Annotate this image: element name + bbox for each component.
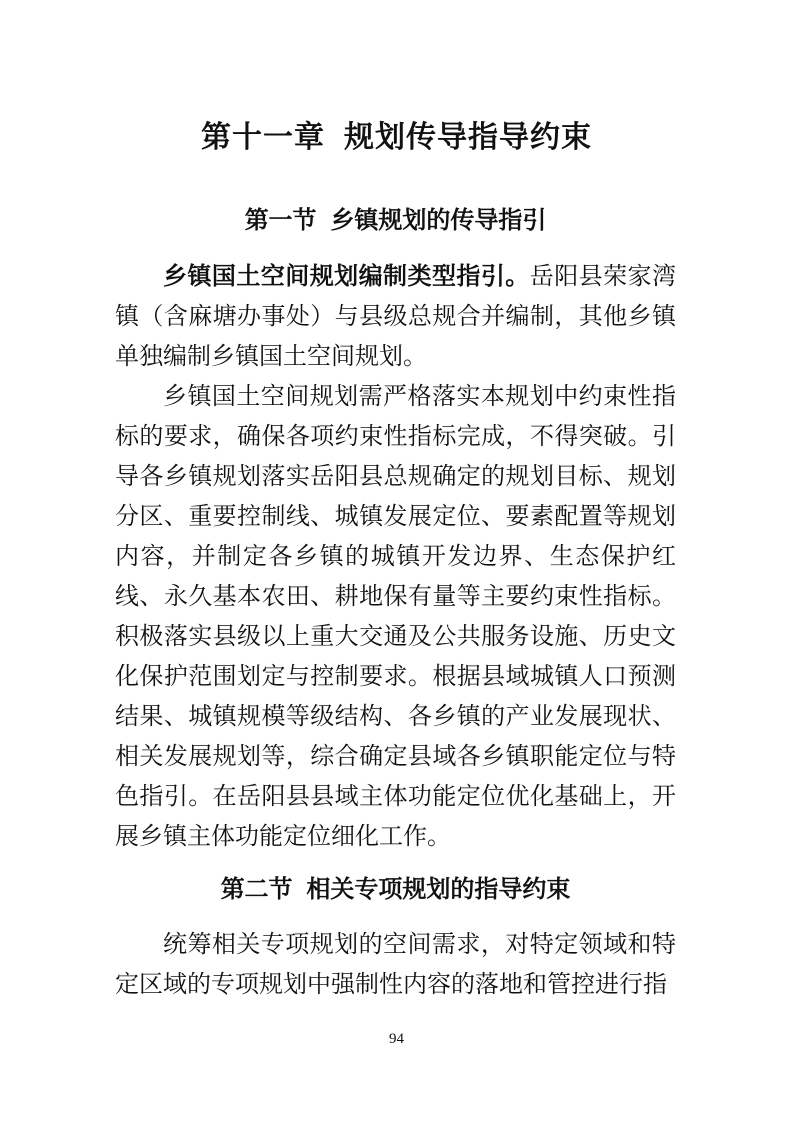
paragraph [115, 925, 676, 1005]
text-column [115, 206, 676, 1005]
paragraph [115, 257, 676, 377]
section-1-heading: 第一节 乡镇规划的传导指引 [244, 207, 547, 234]
section-2-heading: 第二节 相关专项规划的指导约束 [220, 876, 571, 903]
page-number: 94 [389, 1031, 404, 1047]
paragraph-text: 统筹相关专项规划的空间需求，对特定领域和特定区域的专项规划中强制性内容的落地和管控进行指 [115, 932, 676, 998]
paragraph-bold-lead: 乡镇国土空间规划编制类型指引。 [163, 263, 530, 290]
section-1-body [115, 257, 676, 857]
chapter-title: 第十一章 规划传导指导约束 [201, 121, 592, 154]
paragraph [115, 377, 676, 857]
paragraph-text: 乡镇国土空间规划需严格落实本规划中约束性指标的要求，确保各项约束性指标完成，不得突破。引导各乡镇规划落实岳阳县总规确定的规划目标、规划分区、重要控制线、城镇发展定位、要素配置等规划内容，并制定各乡镇的城镇开发边界、生态保护红线、永久基本农田、耕地保有量等主要约束性指标。积极落实县级以上重大交通及公共服务设施、历史文化保护范围划定与控制要求。根据县域城镇人口预测结果、城镇规模等级结构、各乡镇的产业发展现状、相关发展规划等，综合确定县域各乡镇职能定位与特色指引。在岳阳县县域主体功能定位优化基础上，开展乡镇主体功能定位细化工作。 [115, 384, 676, 850]
paragraph-text: 岳阳县荣家湾镇（含麻塘办事处）与县级总规合并编制，其他乡镇单独编制乡镇国土空间规划。 [115, 264, 676, 370]
section-2-body [115, 925, 676, 1005]
